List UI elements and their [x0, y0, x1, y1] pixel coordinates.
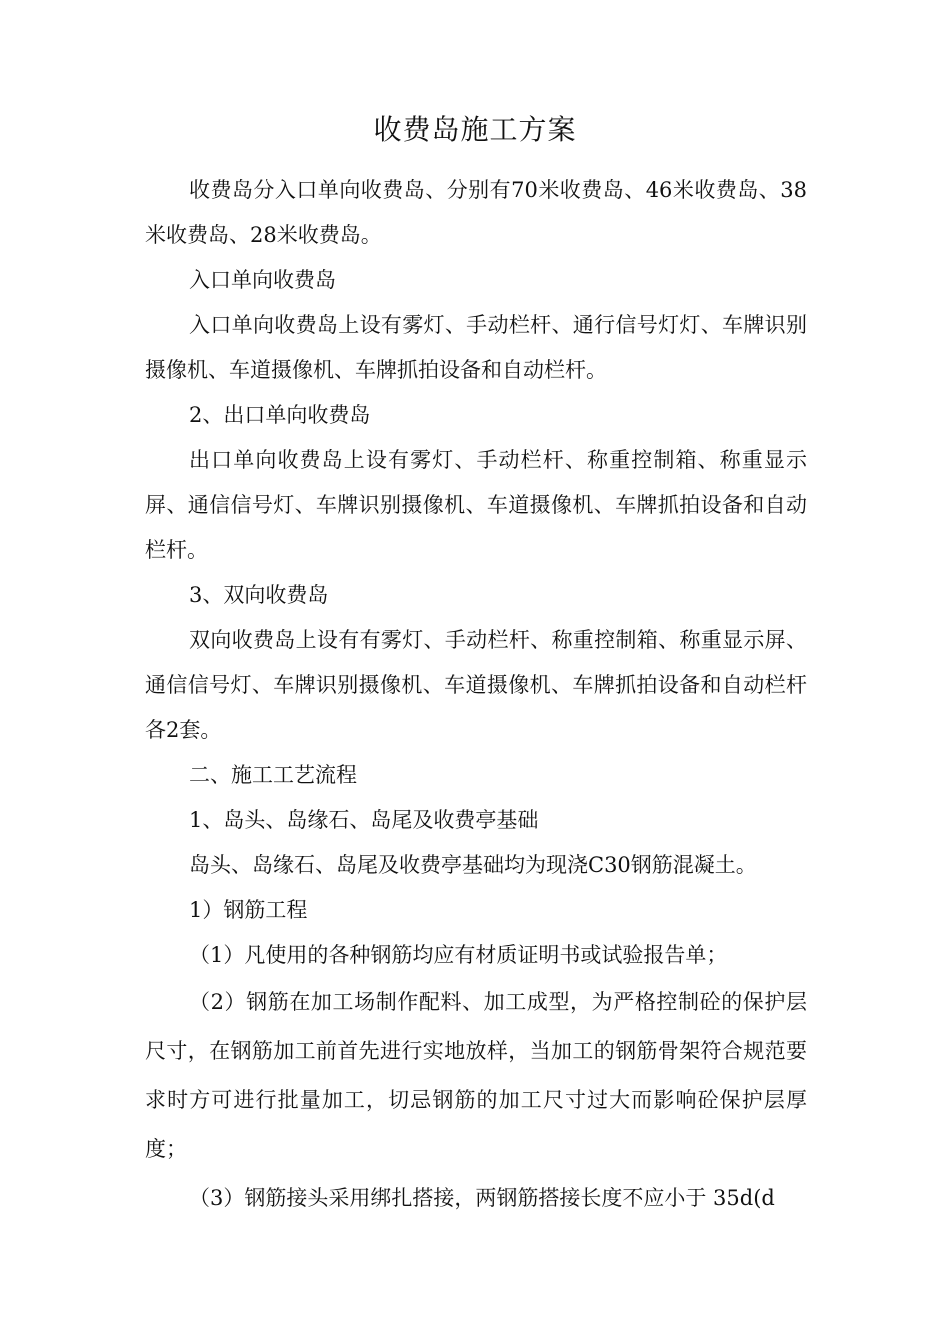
heading-bidirectional-island: 3、双向收费岛: [189, 583, 329, 607]
paragraph-rebar-item-3: （3）钢筋接头采用绑扎搭接，两钢筋搭接长度不应小于 35d(d: [189, 1186, 775, 1210]
heading-island-foundation: 1、岛头、岛缘石、岛尾及收费亭基础: [189, 808, 539, 832]
document-body: [145, 168, 807, 1223]
paragraph-intro: 收费岛分入口单向收费岛、分别有70米收费岛、46米收费岛、38米收费岛、28米收费岛。: [145, 178, 807, 247]
paragraph-exit-island: 出口单向收费岛上设有雾灯、手动栏杆、称重控制箱、称重显示屏、通信信号灯、车牌识别摄像机、车道摄像机、车牌抓拍设备和自动栏杆。: [145, 448, 807, 562]
heading-construction-process: 二、施工工艺流程: [189, 763, 357, 787]
heading-rebar-work: 1）钢筋工程: [189, 898, 308, 922]
paragraph-entry-island: 入口单向收费岛上设有雾灯、手动栏杆、通行信号灯灯、车牌识别摄像机、车道摄像机、车牌抓拍设备和自动栏杆。: [145, 313, 807, 382]
document-title: 收费岛施工方案: [373, 113, 577, 146]
heading-entry-island: 入口单向收费岛: [189, 268, 336, 292]
paragraph-island-foundation: 岛头、岛缘石、岛尾及收费亭基础均为现浇C30钢筋混凝土。: [189, 853, 757, 877]
paragraph-rebar-item-1: （1）凡使用的各种钢筋均应有材质证明书或试验报告单；: [189, 943, 728, 967]
heading-exit-island: 2、出口单向收费岛: [189, 403, 371, 427]
paragraph-bidirectional-island: 双向收费岛上设有有雾灯、手动栏杆、称重控制箱、称重显示屏、通信信号灯、车牌识别摄像机、车道摄像机、车牌抓拍设备和自动栏杆各2套。: [145, 628, 807, 742]
paragraph-rebar-item-2: （2）钢筋在加工场制作配料、加工成型，为严格控制砼的保护层尺寸，在钢筋加工前首先进行实地放样，当加工的钢筋骨架符合规范要求时方可进行批量加工，切忌钢筋的加工尺寸过大而影响砼保护层厚度；: [145, 990, 807, 1161]
